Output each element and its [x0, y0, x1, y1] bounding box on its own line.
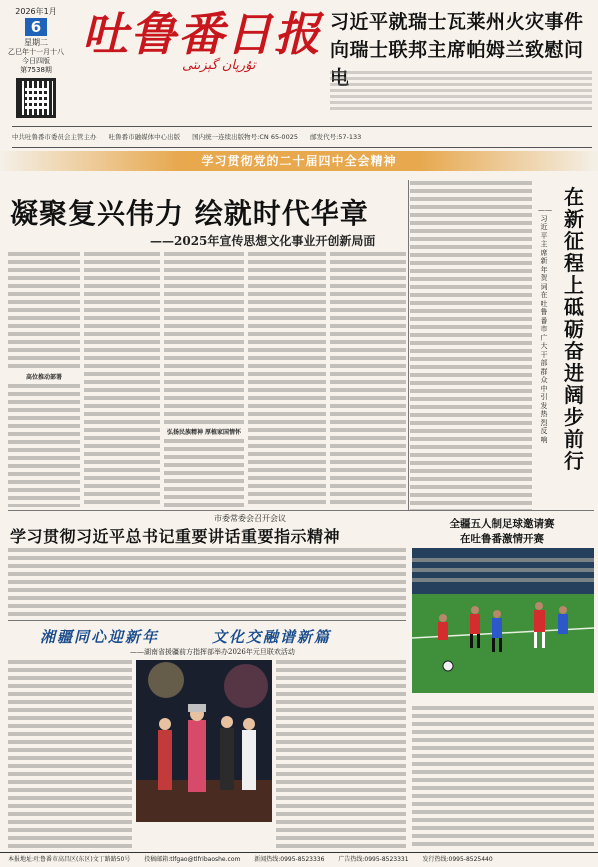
- issue-number: 第7538期: [20, 66, 52, 74]
- lower-feature-title-2[interactable]: 文化交融谱新篇: [212, 628, 332, 646]
- lead-article-subtitle: ——2025年宣传思想文化事业开创新局面: [150, 234, 376, 248]
- stage-scene-image: [136, 660, 272, 822]
- lead-column-2: [84, 252, 160, 507]
- logo-chinese: 吐鲁番日报: [82, 7, 322, 61]
- lunar-date: 乙巳年十一月十八: [8, 48, 64, 56]
- right-feature-title[interactable]: 在新征程上砥砺奋进 阔步前行: [564, 185, 584, 473]
- lead-article-title[interactable]: 凝聚复兴伟力 绘就时代华章: [10, 197, 369, 230]
- year-month: 2026年1月: [15, 7, 57, 16]
- date-box: [6, 6, 66, 118]
- section-banner: 学习贯彻党的二十届四中全会精神: [0, 151, 598, 171]
- football-body: [412, 706, 594, 846]
- column-divider: [408, 180, 409, 510]
- right-feature-subtitle: ——习近平主席新年贺词在吐鲁番市广大干部群众中引发热烈反响: [538, 206, 552, 444]
- lead-col1-heading: 高位推动部署: [8, 374, 80, 382]
- football-title-line-2: 在吐鲁番激情开赛: [460, 533, 544, 545]
- lower-feature-title-1[interactable]: 湘疆同心迎新年: [40, 628, 160, 646]
- logo-uyghur: تۇرپان گېزىتى: [182, 58, 256, 73]
- footer-distribution: 发行热线:0995-8525440: [422, 856, 493, 863]
- footer-ad-hotline: 广告热线:0995-8523331: [338, 856, 409, 863]
- headline-line-1: 习近平就瑞士瓦莱州火灾事件: [330, 11, 584, 33]
- footer-address: 本报地址:吐鲁番市高昌区(东区)文丁路路50号: [8, 856, 131, 863]
- masthead: [0, 0, 598, 128]
- lead-column-3: [164, 252, 244, 507]
- headline-line-2: 向瑞士联邦主席帕姆兰致慰问电: [330, 39, 584, 89]
- football-photo[interactable]: [412, 548, 594, 693]
- lower-body-right: [276, 660, 406, 848]
- footer-bar: [0, 852, 598, 867]
- footer-news-hotline: 新闻热线:0995-8523336: [254, 856, 325, 863]
- lead-col3-heading: 弘扬民族精神 厚植家国情怀: [164, 429, 244, 437]
- day-number: 6: [25, 18, 47, 36]
- meeting-title[interactable]: 学习贯彻习近平总书记重要讲话重要指示精神: [10, 527, 341, 546]
- meeting-label: 市委常委会召开会议: [214, 514, 286, 523]
- stage-photo[interactable]: [136, 660, 272, 822]
- lead-column-4: [248, 252, 326, 507]
- newspaper-logo: [82, 4, 322, 84]
- lead-column-5: [330, 252, 406, 507]
- lead-column-1: [8, 252, 80, 507]
- meeting-body: [8, 548, 406, 618]
- lower-divider: [8, 620, 406, 621]
- football-scene-image: [412, 548, 594, 693]
- football-title[interactable]: [412, 517, 592, 547]
- section-divider: [8, 510, 594, 511]
- football-title-line-1: 全疆五人制足球邀请赛: [449, 518, 555, 530]
- weekday: 星期二: [24, 38, 48, 47]
- qr-code-icon[interactable]: [16, 78, 56, 118]
- publication-info-bar: [12, 126, 592, 148]
- lower-body-left: [8, 660, 132, 848]
- sponsor-text: 中共吐鲁番市委员会主管主办: [12, 133, 97, 141]
- footer-email[interactable]: 投稿邮箱:tlfgao@tlfribaoshe.com: [144, 856, 241, 863]
- publisher-text: 吐鲁番市融媒体中心出版: [108, 133, 181, 141]
- cn-number-text: 国内统一连续出版物号:CN 65-0025: [192, 133, 298, 141]
- page-count: 今日四版: [22, 57, 50, 65]
- lower-feature-subtitle: ——湖南省援疆前方指挥部举办2026年元旦联欢活动: [130, 648, 295, 656]
- headline-body-text: [330, 68, 592, 120]
- postal-code-text: 邮发代号:57-133: [310, 133, 362, 141]
